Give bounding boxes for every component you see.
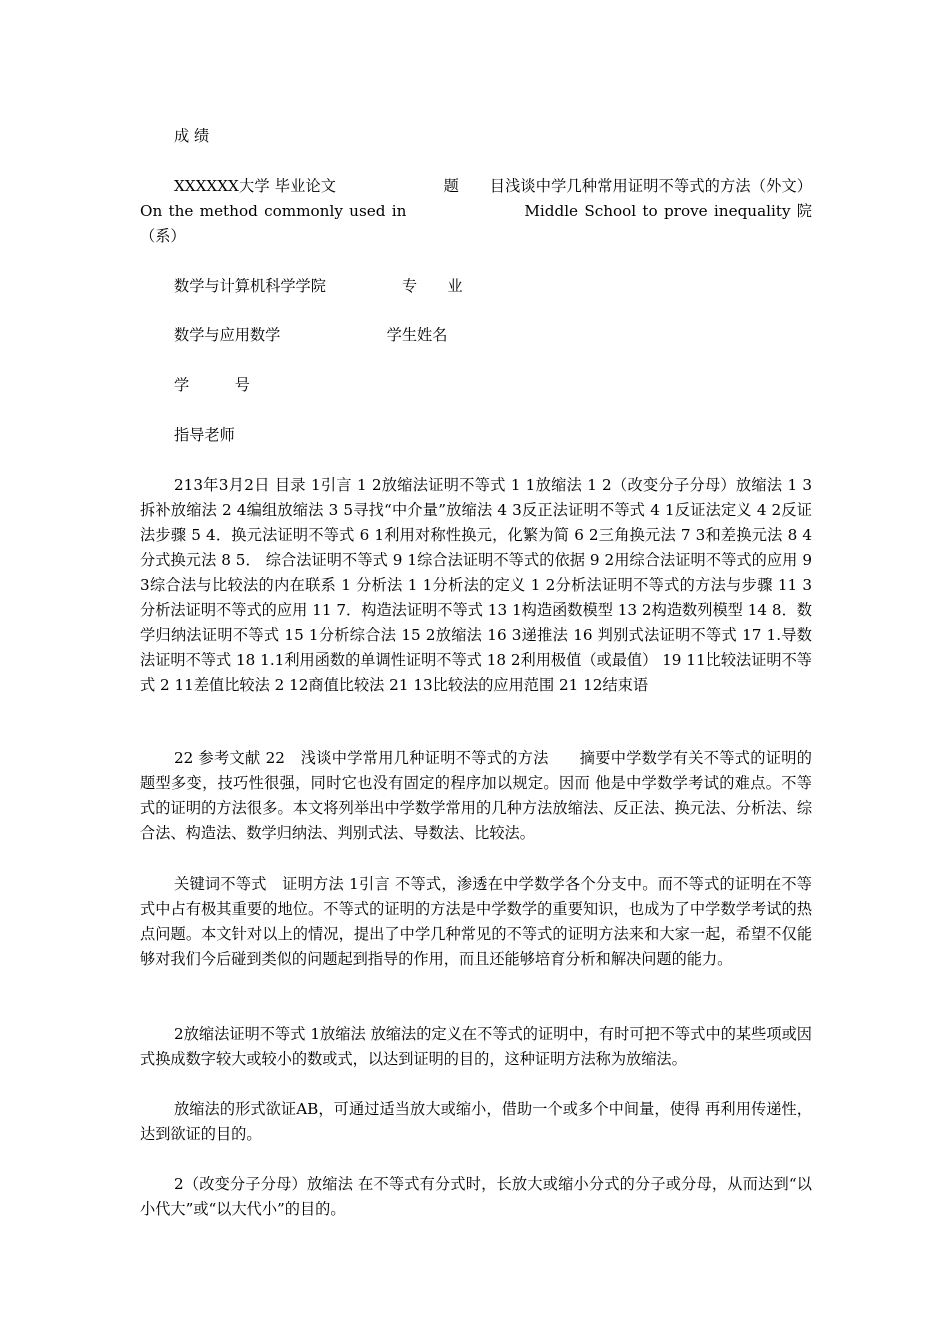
title-block: XXXXXX大学 毕业论文 题 目浅谈中学几种常用证明不等式的方法（外文）On the method commonly used in Middle School to prove inequality 院（系）: [140, 177, 812, 245]
abstract-paragraph: 22 参考文献 22 浅谈中学常用几种证明不等式的方法 摘要中学数学有关不等式的证明的题型多变，技巧性很强，同时它也没有固定的程序加以规定。因而 他是中学数学考试的难点。不等式的证明的方法很多。本文将列举出中学数学常用的几种方法放缩法、反正法、换元法、分析法、综合法、构造法、数学归纳法、判别式法、导数法、比较法。: [140, 749, 812, 842]
major-line: 数学与应用数学 学生姓名: [174, 326, 448, 344]
college-line: 数学与计算机科学学院 专 业: [174, 277, 463, 295]
table-of-contents: 213年3月2日 目录 1引言 1 2放缩法证明不等式 1 1放缩法 1 2（改变分子分母）放缩法 1 3拆补放缩法 2 4编组放缩法 3 5寻找“中介量”放缩法 4 3反正法证明不等式 4 1反证法定义 4 2反证法步骤 5 4．换元法证明不等式 6 1利用对称性换元，化繁为简 6 2三角换元法 7 3和差换元法 8 4分式换元法 8 5． 综合法证明不等式 9 1综合法证明不等式的依据 9 2用综合法证明不等式的应用 9 3综合法与比较法的内在联系 1 分析法 1 1分析法的定义 1 2分析法证明不等式的方法与步骤 11 3分析法证明不等式的应用 11 7．构造法证明不等式 13 1构造函数模型 13 2构造数列模型 14 8．数学归纳法证明不等式 15 1分析综合法 15 2放缩法 16 3递推法 16 判别式法证明不等式 17 1.导数法证明不等式 18 1.1利用函数的单调性证明不等式 18 2利用极值（或最值） 19 11比较法证明不等式 2 11差值比较法 2 12商值比较法 21 13比较法的应用范围 21 12结束语: [140, 476, 812, 694]
document-page: [140, 0, 812, 1344]
score-heading: 成 绩: [174, 127, 210, 145]
keywords-introduction-paragraph: 关键词不等式 证明方法 1引言 不等式，渗透在中学数学各个分支中。而不等式的证明在不等式中占有极其重要的地位。不等式的证明的方法是中学数学的重要知识，也成为了中学数学考试的热点问题。本文针对以上的情况，提出了中学几种常见的不等式的证明方法来和大家一起，希望不仅能够对我们今后碰到类似的问题起到指导的作用，而且还能够培育分析和解决问题的能力。: [140, 875, 812, 968]
student-id-line: 学 号: [174, 376, 250, 394]
advisor-line: 指导老师: [174, 426, 235, 444]
fraction-scaling-method: 2（改变分子分母）放缩法 在不等式有分式时，长放大或缩小分式的分子或分母，从而达到“以小代大”或“以大代小”的目的。: [140, 1175, 812, 1218]
scaling-method-definition: 2放缩法证明不等式 1放缩法 放缩法的定义在不等式的证明中，有时可把不等式中的某些项或因式换成数字较大或较小的数或式，以达到证明的目的，这种证明方法称为放缩法。: [140, 1025, 812, 1068]
scaling-method-form: 放缩法的形式欲证AB，可通过适当放大或缩小，借助一个或多个中间量，使得 再利用传递性，达到欲证的目的。: [140, 1100, 812, 1143]
